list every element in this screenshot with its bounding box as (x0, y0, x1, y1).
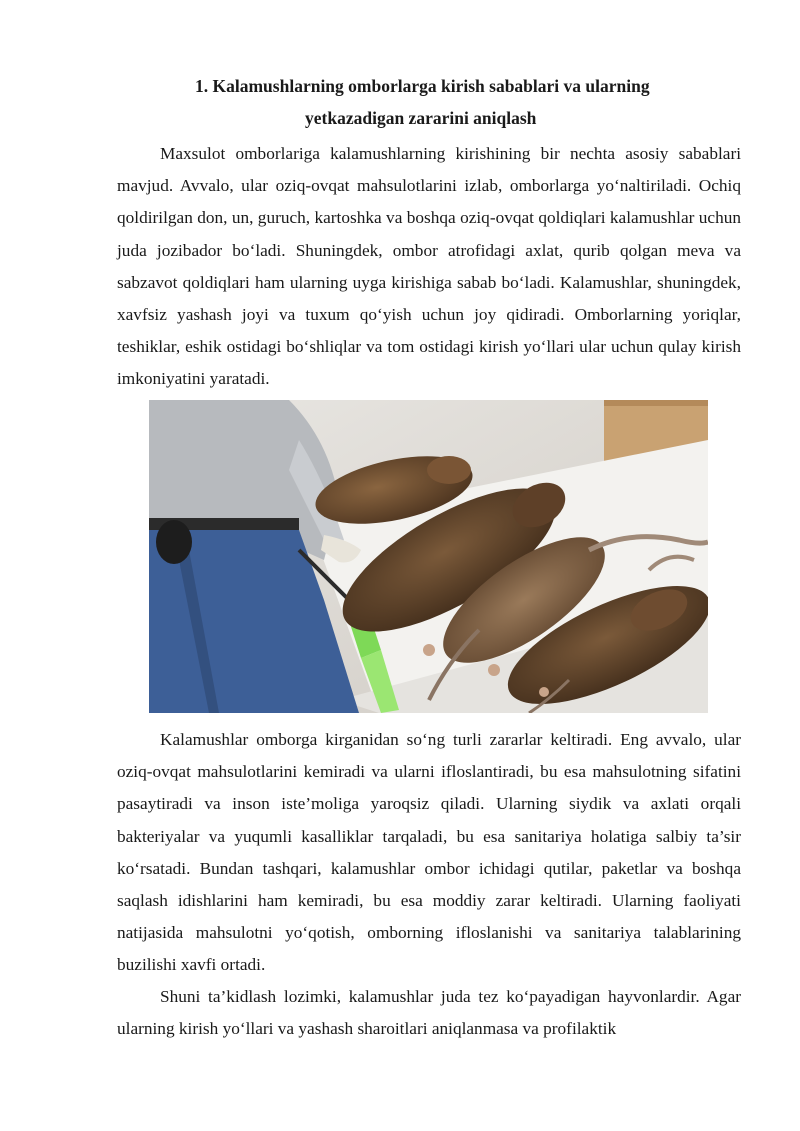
paragraph-entry-causes (117, 138, 741, 396)
paragraph-text: Maxsulot omborlariga kalamushlarning kirishining bir nechta asosiy sabablari mavjud. Avvalo, ular oziq-ovqat mahsulotlarini izlab, omborlarga yo‘naltiriladi. Ochiq qoldirilgan don, un, guruch, kartoshka va boshqa oziq-ovqat qoldiqlari kalamushlar uchun juda jozibador bo‘ladi. Shuningdek, ombor atrofidagi axlat, qurib qolgan meva va sabzavot qoldiqlari ham ularning uyga kirishiga sabab bo‘ladi. Kalamushlar, shuningdek, xavfsiz yashash joyi va tuxum qo‘yish uchun joy qidiradi. Omborlarning yoriqlar, teshiklar, eshik ostidagi bo‘shliqlar va tom ostidagi kirish yo‘llari ular uchun qulay kirish imkoniyatini yaratadi. (117, 144, 741, 389)
section-heading-line1: 1. Kalamushlarning omborlarga kirish sabablari va ularning (195, 76, 650, 96)
rats-photo (149, 400, 708, 713)
paragraph-text: Kalamushlar omborga kirganidan so‘ng turli zararlar keltiradi. Eng avvalo, ular oziq-ovqat mahsulotlarini kemiradi va ularni ifloslantiradi, bu esa mahsulotning sifatini pasaytiradi va inson iste’moliga yaroqsiz qiladi. Ularning siydik va axlati orqali bakteriyalar va yuqumli kasalliklar tarqaladi, bu esa sanitariya holatiga salbiy ta’sir ko‘rsatadi. Bundan tashqari, kalamushlar ombor ichidagi qutilar, paketlar va boshqa saqlash idishlarini ham kemiradi, bu esa moddiy zarar keltiradi. Ularning faoliyati natijasida mahsulotni yo‘qotish, omborning ifloslanishi va sanitariya talablarining buzilishi xavfi ortadi. (117, 730, 741, 975)
paragraph-reproduction (117, 981, 741, 1045)
paragraph-damage (117, 724, 741, 982)
section-heading-line2: yetkazadigan zararini aniqlash (305, 108, 537, 128)
paragraph-text: Shuni ta’kidlash lozimki, kalamushlar juda tez ko‘payadigan hayvonlardir. Agar ularning kirish yo‘llari va yashash sharoitlari aniqlanmasa va profilaktik (117, 987, 741, 1039)
